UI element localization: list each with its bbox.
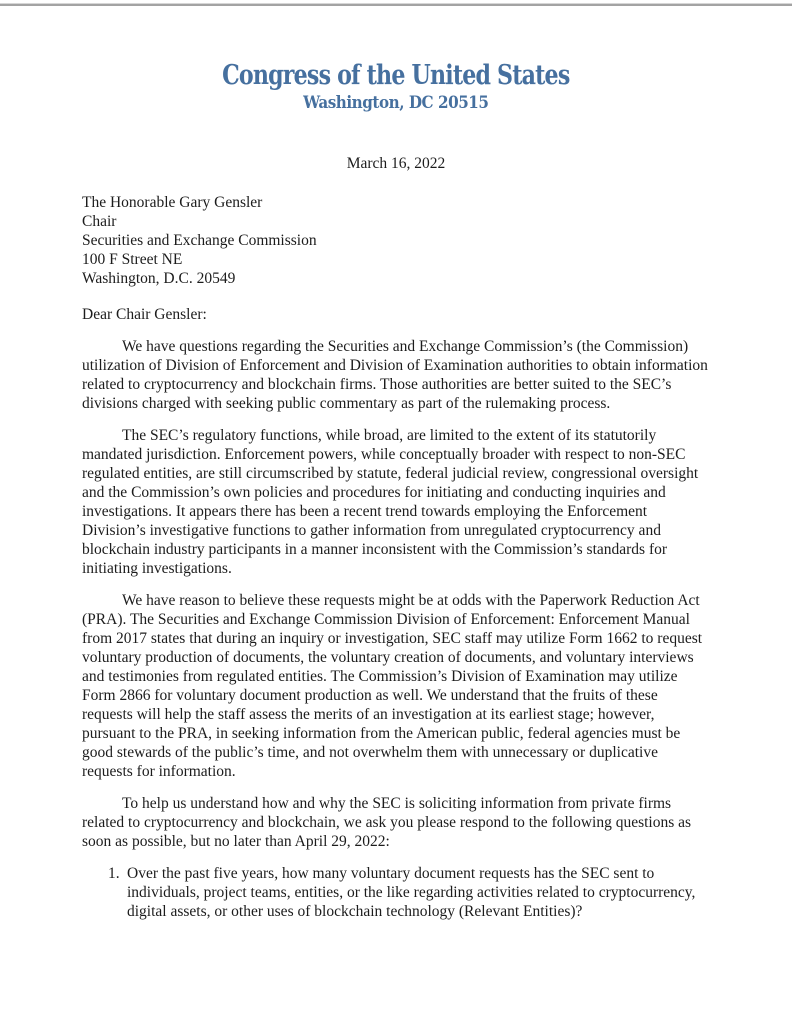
- letterhead-subtitle: Washington, DC 20515: [303, 93, 489, 112]
- letterhead: [0, 0, 792, 92]
- paragraph-2: The SEC’s regulatory functions, while broad, are limited to the extent of its statutorily mandated jurisdiction. Enforcement powers, while conceptually broader with respect to non-SEC regulated entities, are still circumscribed by statute, federal judicial review, congressional oversight and the Commission’s own policies and procedures for initiating and conducting inquiries and investigations. It appears there has been a recent trend towards employing the Enforcement Division’s investigative functions to gather information from unregulated cryptocurrency and blockchain industry participants in a manner inconsistent with the Commission’s standards for initiating investigations.: [82, 427, 699, 577]
- letterhead-subtitle-row: [0, 92, 792, 114]
- question-number: 1.: [108, 865, 120, 882]
- scan-edge-line: [0, 3, 792, 6]
- salutation: Dear Chair Gensler:: [82, 306, 207, 323]
- recipient-line-city: Washington, D.C. 20549: [82, 270, 236, 287]
- question-text: Over the past five years, how many voluntary document requests has the SEC sent to individuals, project teams, entities, or the like regarding activities related to cryptocurrency, digital assets, or other uses of blockchain technology (Relevant Entities)?: [127, 865, 696, 920]
- paragraph-4: To help us understand how and why the SEC is soliciting information from private firms related to cryptocurrency and blockchain, we ask you please respond to the following questions as soon as possible, but no later than April 29, 2022:: [82, 795, 692, 850]
- letter-date: March 16, 2022: [346, 155, 446, 172]
- letterhead-title: Congress of the United States: [222, 60, 570, 91]
- paragraph-1: We have questions regarding the Securities and Exchange Commission’s (the Commission) utilization of Division of Enforcement and Division of Examination authorities to obtain information related to cryptocurrency and blockchain firms. Those authorities are better suited to the SEC’s divisions charged with seeking public commentary as part of the rulemaking process.: [82, 338, 708, 412]
- letter-body: [82, 154, 710, 921]
- question-item-1: [108, 864, 710, 921]
- recipient-line-agency: Securities and Exchange Commission: [82, 232, 317, 249]
- paragraph-3: We have reason to believe these requests might be at odds with the Paperwork Reduction Act (PRA). The Securities and Exchange Commission Division of Enforcement: Enforcement Manual from 2017 states that during an inquiry or investigation, SEC staff may utilize Form 1662 to request voluntary production of documents, the voluntary creation of documents, and voluntary interviews and testimonies from regulated entities. The Commission’s Division of Examination may utilize Form 2866 for voluntary document production as well. We understand that the fruits of these requests will help the staff assess the merits of an investigation at its earliest stage; however, pursuant to the PRA, in seeking information from the American public, federal agencies must be good stewards of the public’s time, and not overwhelm them with unnecessary or duplicative requests for information.: [82, 592, 703, 780]
- recipient-line-title: Chair: [82, 213, 117, 230]
- recipient-line-name: The Honorable Gary Gensler: [82, 194, 263, 211]
- recipient-line-street: 100 F Street NE: [82, 251, 183, 268]
- question-list: [82, 864, 710, 921]
- recipient-address: [82, 193, 710, 288]
